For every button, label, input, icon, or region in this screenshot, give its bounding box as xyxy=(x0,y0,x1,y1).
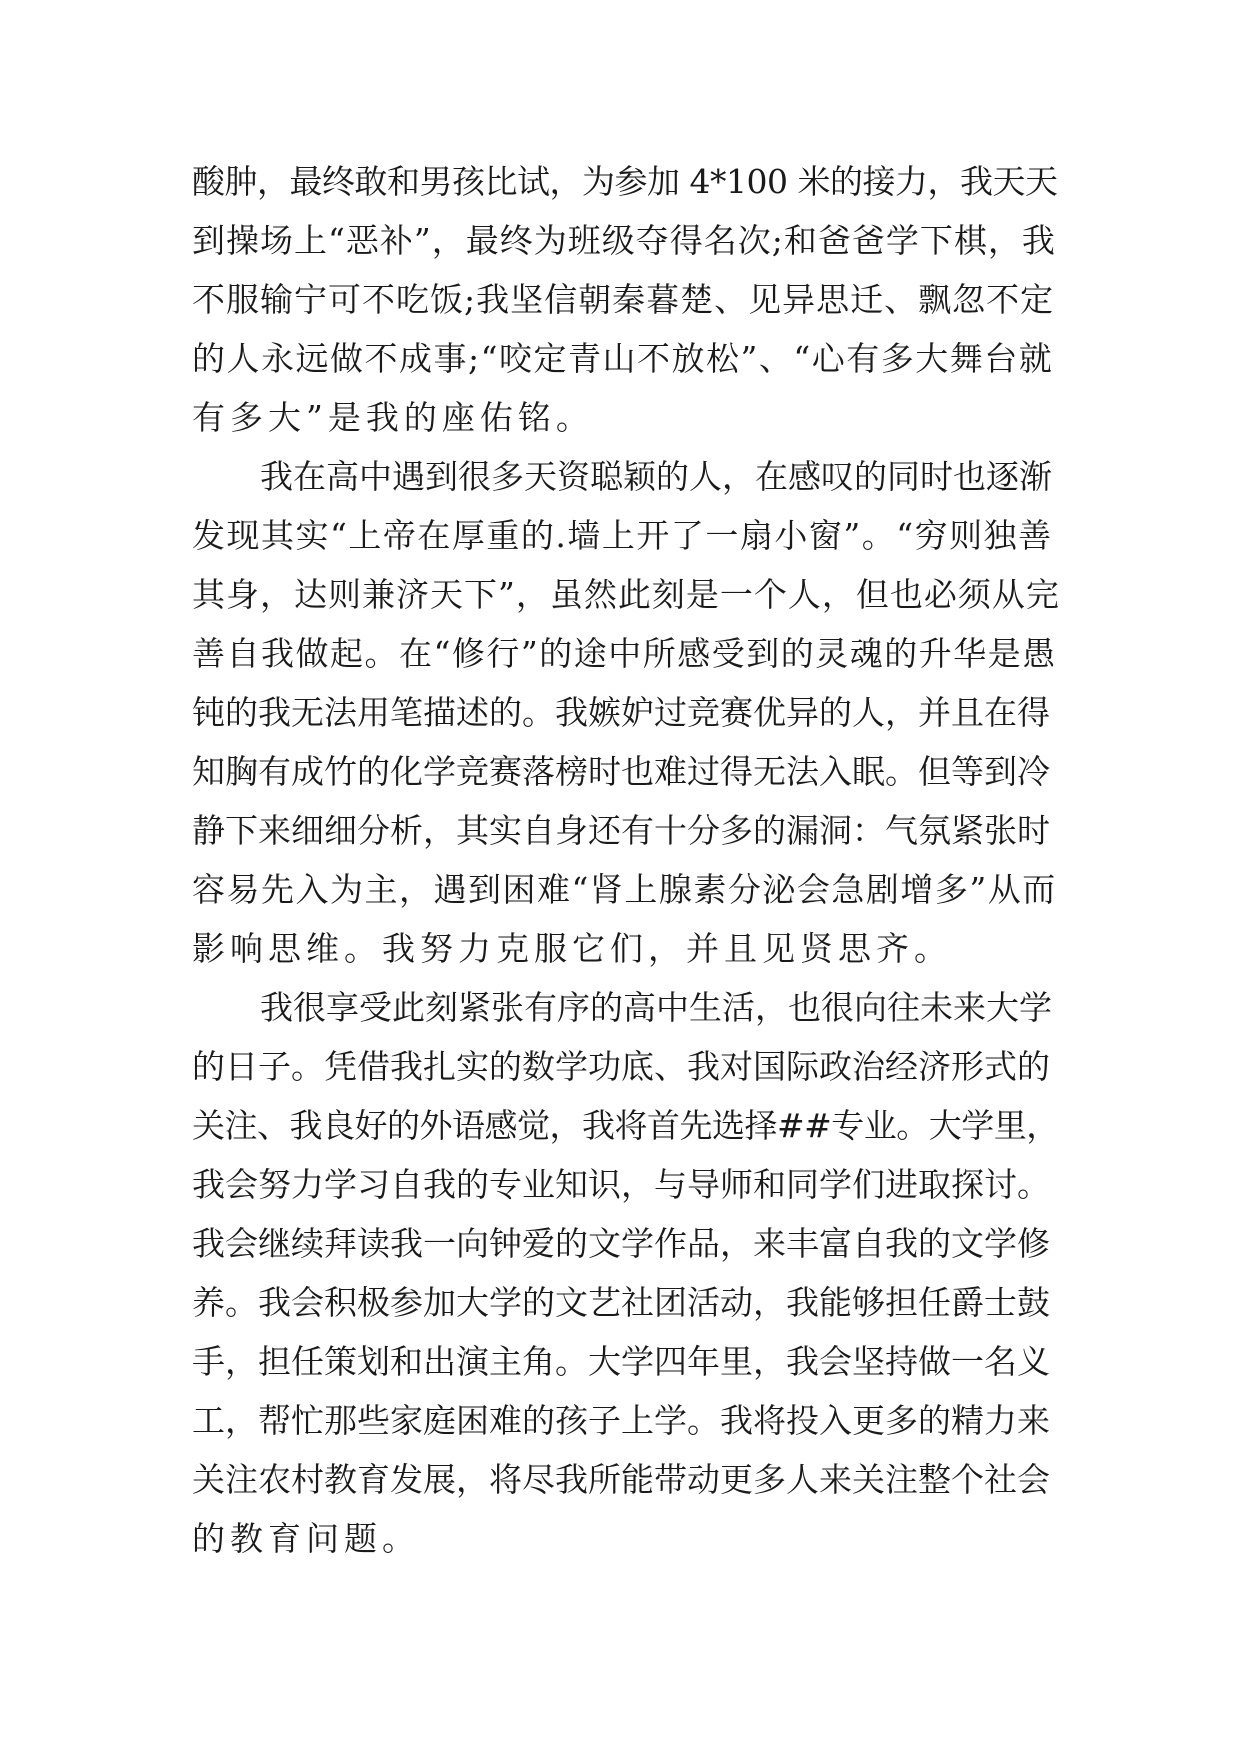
text-line: 我很享受此刻紧张有序的高中生活，也很向往未来大学 xyxy=(260,988,1052,1027)
text-line: 关注、我良好的外语感觉，我将首先选择##专业。大学里， xyxy=(192,1106,1059,1145)
text-line: 我在高中遇到很多天资聪颖的人，在感叹的同时也逐渐 xyxy=(260,457,1052,496)
text-line: 知胸有成竹的化学竞赛落榜时也难过得无法入眠。但等到冷 xyxy=(192,752,1050,791)
text-line: 的人永远做不成事;“咬定青山不放松”、“心有多大舞台就 xyxy=(192,339,1054,378)
paragraph xyxy=(192,152,1062,447)
text-line: 钝的我无法用笔描述的。我嫉妒过竞赛优异的人，并且在得 xyxy=(192,693,1050,732)
text-line: 我会努力学习自我的专业知识，与导师和同学们进取探讨。 xyxy=(192,1165,1050,1204)
text-line: 有多大”是我的座佑铭。 xyxy=(192,398,594,437)
text-line: 到操场上“恶补”，最终为班级夺得名次;和爸爸学下棋，我 xyxy=(192,221,1056,260)
text-line: 发现其实“上帝在厚重的.墙上开了一扇小窗”。“穷则独善 xyxy=(192,516,1053,555)
text-line: 影响思维。我努力克服它们，并且见贤思齐。 xyxy=(192,929,952,968)
text-line: 不服输宁可不吃饭;我坚信朝秦暮楚、见异思迁、飘忽不定 xyxy=(192,280,1055,319)
text-line: 其身，达则兼济天下”，虽然此刻是一个人，但也必须从完 xyxy=(192,575,1060,614)
text-line: 工，帮忙那些家庭困难的孩子上学。我将投入更多的精力来 xyxy=(192,1401,1050,1440)
text-line: 的教育问题。 xyxy=(192,1519,420,1558)
text-line: 的日子。凭借我扎实的数学功底、我对国际政治经济形式的 xyxy=(192,1047,1050,1086)
text-line: 手，担任策划和出演主角。大学四年里，我会坚持做一名义 xyxy=(192,1342,1050,1381)
text-line: 酸肿，最终敢和男孩比试，为参加 4*100 米的接力，我天天 xyxy=(192,162,1058,201)
paragraph xyxy=(192,447,1062,978)
body-text xyxy=(192,152,1062,1568)
text-line: 我会继续拜读我一向钟爱的文学作品，来丰富自我的文学修 xyxy=(192,1224,1050,1263)
text-line: 养。我会积极参加大学的文艺社团活动，我能够担任爵士鼓 xyxy=(192,1283,1050,1322)
text-line: 容易先入为主，遇到困难“肾上腺素分泌会急剧增多”从而 xyxy=(192,870,1057,909)
text-line: 善自我做起。在“修行”的途中所感受到的灵魂的升华是愚 xyxy=(192,634,1057,673)
text-line: 静下来细细分析，其实自身还有十分多的漏洞：气氛紧张时 xyxy=(192,811,1050,850)
paragraph xyxy=(192,978,1062,1568)
text-line: 关注农村教育发展，将尽我所能带动更多人来关注整个社会 xyxy=(192,1460,1050,1499)
